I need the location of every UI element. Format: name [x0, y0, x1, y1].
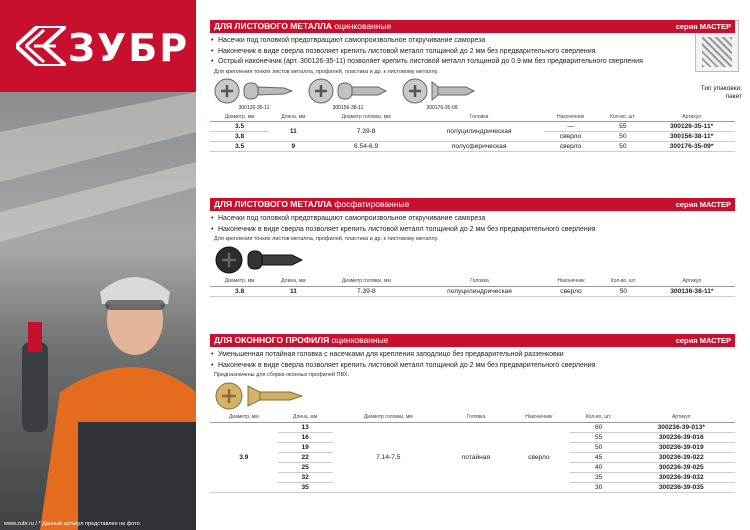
section-title: ДЛЯ ОКОННОГО ПРОФИЛЯ: [214, 335, 330, 345]
column-header: Длина, мм: [278, 413, 333, 422]
product-picture: [214, 78, 294, 111]
cell-head-diameter: 7.39-8: [318, 286, 415, 296]
section-window-profile: [210, 334, 735, 493]
column-header: Наконечник: [544, 113, 598, 122]
cell-length: 9: [269, 142, 317, 152]
cell-length: 32: [278, 472, 333, 482]
cell-qty: 60: [570, 422, 628, 432]
logo-bar: [0, 0, 196, 92]
feature-item: • Наконечник в виде сверла позволяет крепить листовой металл толщиной до 2 мм без предварительного сверления: [210, 361, 735, 372]
section-subtitle: оцинкованные: [332, 21, 392, 31]
cell-diameter: 3.8: [210, 286, 269, 296]
column-header: Кол-во, шт.: [598, 113, 649, 122]
column-header: Диаметр, мм: [210, 413, 278, 422]
cell-article: 300236-39-032: [628, 472, 735, 482]
cell-length: 35: [278, 482, 333, 492]
cell-article: 300236-39-013*: [628, 422, 735, 432]
cell-qty: 50: [598, 132, 649, 142]
cell-head: полуцилиндрическая: [415, 286, 544, 296]
cell-tip: сверло: [544, 286, 598, 296]
column-header: Кол-во, шт.: [570, 413, 628, 422]
product-picture: [308, 78, 388, 111]
section-sheet-metal-zinc: [210, 20, 735, 152]
feature-item: • Острый наконечник (арт. 300126-35-11) позволяет крепить листовой металл толщиной до 0.9 мм без предварительного сверления: [210, 57, 680, 68]
section-subtitle: фосфатированные: [332, 199, 410, 209]
cell-diameter: 3.8: [210, 132, 269, 142]
screw-drill-tip-icon: [308, 78, 388, 104]
column-header: Артикул: [628, 413, 735, 422]
cell-article: 300236-39-019: [628, 442, 735, 452]
screw-pan-head-icon: [214, 78, 294, 104]
cell-head-diameter: 6.54-6.9: [318, 142, 415, 152]
cell-qty: 55: [570, 432, 628, 442]
cell-length: 13: [278, 422, 333, 432]
cell-article: 300136-38-11*: [649, 286, 735, 296]
cell-diameter: 3.5: [210, 122, 269, 132]
cell-article: 300126-35-11*: [648, 122, 735, 132]
column-header: Длина, мм: [269, 277, 317, 286]
feature-list: [210, 214, 735, 235]
section-sheet-metal-phosphate: [210, 198, 735, 297]
cell-qty: 50: [598, 142, 649, 152]
cell-qty: 40: [570, 462, 628, 472]
column-header: Артикул: [649, 277, 735, 286]
feature-item: • Насечки под головкой предотвращают самопроизвольное откручивание самореза: [210, 214, 735, 225]
cell-length: 22: [278, 452, 333, 462]
column-header: Головка: [415, 277, 544, 286]
column-header: Головка: [415, 113, 544, 122]
column-header: Наконечник: [544, 277, 598, 286]
cell-length: 16: [278, 432, 333, 442]
feature-item: • Насечки под головкой предотвращают самопроизвольное откручивание самореза: [210, 36, 680, 47]
series-label: серия МАСТЕР: [675, 200, 731, 209]
section-title: ДЛЯ ЛИСТОВОГО МЕТАЛЛА: [214, 199, 333, 209]
product-pictures: [210, 381, 735, 411]
cell-length: 11: [269, 286, 317, 296]
cell-qty: 55: [598, 122, 649, 132]
column-header: Диаметр, мм: [210, 277, 269, 286]
cell-head: полуцилиндрическая: [415, 122, 544, 142]
section-header: [210, 334, 735, 347]
cell-article: 300176-35-09*: [648, 142, 735, 152]
cell-length: 11: [269, 122, 317, 142]
table-row: [210, 286, 735, 296]
cell-diameter: 3.5: [210, 142, 269, 152]
picture-caption: 300126-35-11: [238, 104, 270, 111]
cell-tip: —: [544, 122, 598, 132]
cell-article: 300156-38-11*: [648, 132, 735, 142]
usage-note: Для крепления тонких листов металла, профилей, пластика и др. к листовому металлу.: [214, 68, 439, 75]
cell-article: 300236-39-035: [628, 482, 735, 492]
footer-note: www.zubr.ru / * Данный артикул представлен на фото.: [4, 521, 142, 527]
feature-item: • Уменьшенная потайная головка с насечками для крепления заподлицо без предварительной раззенковки: [210, 350, 735, 361]
column-header: Головка: [444, 413, 508, 422]
product-pictures: [210, 78, 735, 111]
spec-table: [210, 113, 735, 153]
feature-item: • Наконечник в виде сверла позволяет крепить листовой металл толщиной до 2 мм без предварительного сверления: [210, 47, 680, 58]
feature-item: • Наконечник в виде сверла позволяет крепить листовой металл толщиной до 2 мм без предварительного сверления: [210, 225, 735, 236]
column-header: Диаметр головки, мм: [318, 277, 415, 286]
cell-article: 300236-39-016: [628, 432, 735, 442]
cell-qty: 45: [570, 452, 628, 462]
table-row: [210, 422, 735, 432]
spec-table: [210, 413, 735, 493]
logo-emblem-icon: [16, 26, 66, 66]
table-row: [210, 142, 735, 152]
column-header: Кол-во, шт.: [598, 277, 649, 286]
feature-list: [210, 36, 680, 68]
series-label: серия МАСТЕР: [675, 22, 731, 31]
column-header: Диаметр головки, мм: [318, 113, 415, 122]
cell-qty: 30: [570, 482, 628, 492]
cell-qty: 50: [598, 286, 649, 296]
product-pictures: [210, 245, 735, 275]
cell-tip: сверло: [544, 132, 598, 142]
cell-diameter: 3.9: [210, 422, 278, 492]
cell-tip: сверло: [544, 142, 598, 152]
table-row: [210, 122, 735, 132]
feature-list: [210, 350, 735, 371]
screw-round-head-icon: [402, 78, 482, 104]
picture-caption: 300176-35-09: [426, 104, 458, 111]
cell-length: 25: [278, 462, 333, 472]
cell-tip: сверло: [508, 422, 570, 492]
spec-table: [210, 277, 735, 297]
product-picture: [402, 78, 482, 111]
brand-panel: [0, 0, 196, 530]
section-header: [210, 20, 735, 33]
screw-black-phosphate-icon: [214, 245, 304, 275]
column-header: Артикул: [648, 113, 735, 122]
worker-photo: [0, 92, 196, 530]
cell-head: полусферическая: [415, 142, 544, 152]
cell-article: 300236-39-025: [628, 462, 735, 472]
brand-logo: ЗУБР: [68, 26, 190, 70]
series-label: серия МАСТЕР: [675, 336, 731, 345]
column-header: Длина, мм: [269, 113, 317, 122]
usage-note: Для крепления тонких листов металла, профилей, пластика и др. к листовому металлу.: [214, 236, 439, 242]
cell-length: 19: [278, 442, 333, 452]
cell-head-diameter: 7.39-8: [318, 122, 415, 142]
usage-note: Предназначены для сборки оконных профилей ПВХ.: [214, 372, 350, 378]
section-header: [210, 198, 735, 211]
picture-caption: 300156-38-11: [332, 104, 364, 111]
cell-article: 300236-39-022: [628, 452, 735, 462]
column-header: Диаметр, мм: [210, 113, 269, 122]
screw-countersunk-gold-icon: [214, 381, 304, 411]
cell-qty: 35: [570, 472, 628, 482]
cell-head-diameter: 7.14-7.5: [333, 422, 444, 492]
column-header: Диаметр головки, мм: [333, 413, 444, 422]
package-type-value: пакет: [725, 93, 742, 100]
cell-qty: 50: [570, 442, 628, 452]
column-header: Наконечник: [508, 413, 570, 422]
section-subtitle: оцинкованные: [329, 335, 389, 345]
cell-head: потайная: [444, 422, 508, 492]
package-type-label: Тип упаковки:: [700, 85, 742, 92]
section-title: ДЛЯ ЛИСТОВОГО МЕТАЛЛА: [214, 21, 333, 31]
